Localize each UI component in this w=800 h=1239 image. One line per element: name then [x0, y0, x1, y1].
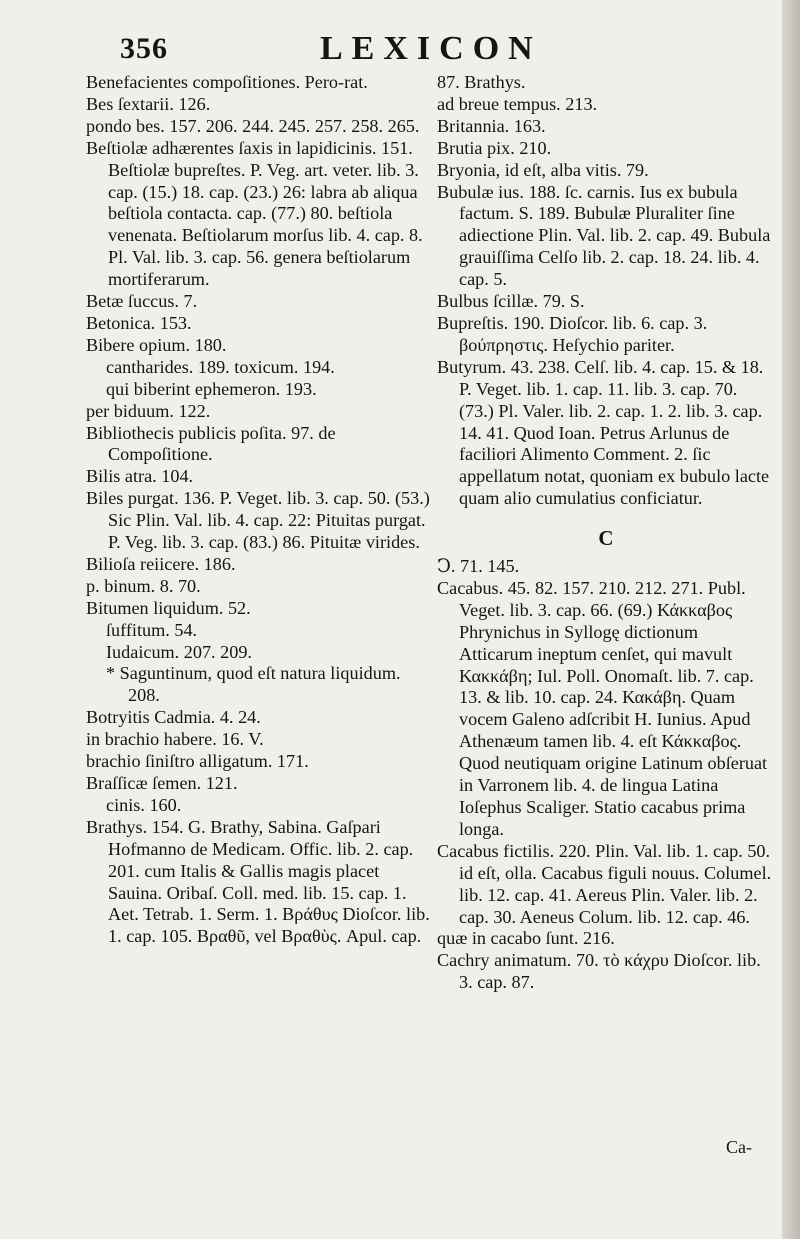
- facing-page-edge: [782, 0, 800, 1239]
- lexicon-entry: quæ in cacabo ſunt. 216.: [437, 928, 615, 949]
- sub-entry: ſuffitum. 54.: [106, 619, 198, 640]
- sub-entry: * Saguntinum, quod eſt natura liquidum. 208.: [106, 663, 401, 706]
- lexicon-entry: 87. Brathys.: [437, 72, 526, 92]
- lexicon-entry: ad breue tempus. 213.: [437, 93, 598, 114]
- lexicon-entry: Bibliothecis publicis poſita. 97. de Compoſitione.: [86, 422, 336, 465]
- left-column: [86, 72, 436, 948]
- lexicon-entry: Bryonia, id eſt, alba vitis. 79.: [437, 159, 649, 180]
- lexicon-entry: Bubulæ ius. 188. ſc. carnis. Ius ex bubula factum. S. 189. Bubulæ Pluraliter ſine adiectione Plin. Val. lib. 2. cap. 49. Bubula grauiſſima Celſo lib. 2. cap. 18. 24. lib. 4. cap. 5.: [437, 181, 771, 290]
- lexicon-entry: Cachry animatum. 70. τὸ κάχρυ Dioſcor. lib. 3. cap. 87.: [437, 950, 761, 993]
- lexicon-entry: Britannia. 163.: [437, 115, 546, 136]
- sub-entry: cinis. 160.: [106, 794, 182, 815]
- lexicon-entry: Bes ſextarii. 126.: [86, 93, 211, 114]
- lexicon-entry: Bilioſa reiicere. 186.: [86, 553, 236, 574]
- page-title: LEXICON: [320, 30, 542, 67]
- right-column: [437, 72, 775, 994]
- lexicon-entry: Cacabus fictilis. 220. Plin. Val. lib. 1. cap. 50. id eſt, olla. Cacabus figuli nouus. Columel. lib. 12. cap. 41. Aereus Plin. Valer. lib. 2. cap. 30. Aeneus Colum. lib. 12. cap. 46.: [437, 840, 772, 927]
- lexicon-entry: Cacabus. 45. 82. 157. 210. 212. 271. Publ. Veget. lib. 3. cap. 66. (69.) Κάκκαβος Phrynichus in Syllogę dictionum Atticarum ineptum cenſet, qui mavult Κακκάβη; Iul. Poll. Onomaſt. lib. 7. cap. 13. & lib. 10. cap. 24. Κακάβη. Quam vocem Galeno adſcribit H. Iunius. Apud Athenæum tamen lib. 4. eſt Κάκκαβος. Quod neutiquam origine Latinum obſeruat in Varronem lib. 4. de lingua Latina Ioſephus Scaliger. Statio cacabus prima longa.: [437, 577, 768, 839]
- lexicon-entry: Bibere opium. 180.: [86, 334, 227, 355]
- section-letter: C: [598, 526, 614, 551]
- lexicon-entry: Betæ ſuccus. 7.: [86, 291, 198, 312]
- lexicon-entry: Bitumen liquidum. 52.: [86, 597, 251, 618]
- catchword: Ca-: [726, 1137, 752, 1157]
- lexicon-entry: Beſtiolæ adhærentes ſaxis in lapidicinis. 151. Beſtiolæ bupreſtes. P. Veg. art. veter. lib. 3. cap. (15.) 18. cap. (23.) 26: labra ab aliqua beſtiola contacta. cap. (77.) 80. beſtiola venenata. Beſtiolarum morſus lib. 4. cap. 8. Pl. Val. lib. 3. cap. 56. genera beſtiolarum mortiferarum.: [86, 137, 423, 290]
- lexicon-entry: Brathys. 154. G. Brathy, Sabina. Gaſpari Hofmanno de Medicam. Offic. lib. 2. cap. 201. cum Italis & Gallis magis placet Sauina. Oribaſ. Coll. med. lib. 15. cap. 1. Aet. Tetrab. 1. Serm. 1. Βράθυς Dioſcor. lib. 1. cap. 105. Βραθῦ, vel Βραθὺς. Apul. cap.: [86, 816, 430, 947]
- lexicon-entry: Botryitis Cadmia. 4. 24.: [86, 707, 261, 728]
- lexicon-entry: p. binum. 8. 70.: [86, 575, 201, 596]
- sub-entry: cantharides. 189. toxicum. 194.: [106, 356, 335, 377]
- sub-entry: qui biberint ephemeron. 193.: [106, 378, 317, 399]
- page-number: 356: [120, 32, 168, 65]
- lexicon-entry: Bulbus ſcillæ. 79. S.: [437, 291, 585, 312]
- running-head: [120, 30, 640, 70]
- lexicon-entry: pondo bes. 157. 206. 244. 245. 257. 258. 265.: [86, 115, 420, 136]
- lexicon-entry: Butyrum. 43. 238. Celſ. lib. 4. cap. 15. & 18. P. Veget. lib. 1. cap. 11. lib. 3. cap. 70. (73.) Pl. Valer. lib. 2. cap. 1. 2. lib. 3. cap. 14. 41. Quod Ioan. Petrus Arlunus de faciliori Alimento Comment. 2. ſic appellatum notat, quoniam ex bubulo lacte quam alio cumulatius conficiatur.: [437, 356, 770, 509]
- lexicon-entry: Bupreſtis. 190. Dioſcor. lib. 6. cap. 3. βούπρηστις. Heſychio pariter.: [437, 312, 708, 355]
- lexicon-entry: Biles purgat. 136. P. Veget. lib. 3. cap. 50. (53.) Sic Plin. Val. lib. 4. cap. 22: Pituitas purgat. P. Veg. lib. 3. cap. (83.) 86. Pituitæ virides.: [86, 488, 430, 553]
- lexicon-entry: Bilis atra. 104.: [86, 466, 194, 487]
- lexicon-entry: Brutia pix. 210.: [437, 137, 552, 158]
- lexicon-entry: Betonica. 153.: [86, 312, 192, 333]
- lexicon-entry: per biduum. 122.: [86, 400, 211, 421]
- lexicon-entry: brachio ſiniſtro alligatum. 171.: [86, 751, 309, 772]
- lexicon-entry: Braſſicæ ſemen. 121.: [86, 773, 238, 793]
- lexicon-entry: in brachio habere. 16. V.: [86, 729, 264, 750]
- lexicon-entry: Benefacientes compoſitiones. Pero-rat.: [86, 72, 368, 92]
- sub-entry: Iudaicum. 207. 209.: [106, 641, 252, 662]
- lexicon-entry: Ↄ. 71. 145.: [437, 556, 520, 577]
